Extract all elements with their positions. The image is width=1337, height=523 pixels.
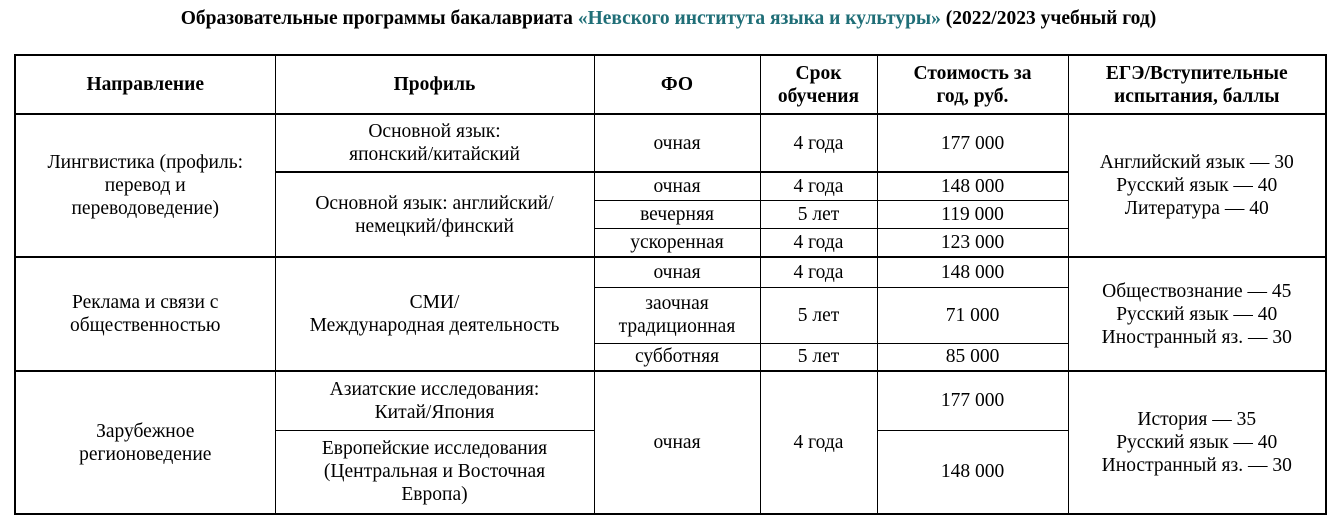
form-cell: очная xyxy=(594,371,760,514)
table-row xyxy=(15,257,1326,287)
header-profile: Профиль xyxy=(275,55,594,114)
direction-linguistics: Лингвистика (профиль: перевод и переводоведение) xyxy=(15,114,275,257)
cost-cell: 123 000 xyxy=(877,228,1068,257)
duration-cell: 5 лет xyxy=(760,200,877,228)
cost-cell: 177 000 xyxy=(877,371,1068,430)
form-cell: ускоренная xyxy=(594,228,760,257)
form-cell: очная xyxy=(594,172,760,200)
cost-cell: 177 000 xyxy=(877,114,1068,172)
form-cell: субботняя xyxy=(594,343,760,371)
duration-cell: 4 года xyxy=(760,257,877,287)
form-cell: очная xyxy=(594,114,760,172)
header-exams: ЕГЭ/Вступительные испытания, баллы xyxy=(1068,55,1326,114)
cost-cell: 148 000 xyxy=(877,257,1068,287)
cost-cell: 71 000 xyxy=(877,287,1068,343)
duration-cell: 5 лет xyxy=(760,287,877,343)
table-row xyxy=(15,371,1326,430)
title-suffix: (2022/2023 учебный год) xyxy=(940,8,1157,29)
exams-advertising: Обществознание — 45 Русский язык — 40 Иностранный яз. — 30 xyxy=(1068,257,1326,371)
title-prefix: Образовательные программы бакалавриата xyxy=(180,8,578,29)
cost-cell: 148 000 xyxy=(877,430,1068,514)
profile-cell: Азиатские исследования: Китай/Япония xyxy=(275,371,594,430)
form-cell: очная xyxy=(594,257,760,287)
profile-cell: Европейские исследования (Центральная и Восточная Европа) xyxy=(275,430,594,514)
duration-cell: 5 лет xyxy=(760,343,877,371)
page-title xyxy=(0,8,1337,30)
profile-cell: Основной язык: английский/ немецкий/финский xyxy=(275,172,594,257)
programs-table xyxy=(14,54,1327,515)
cost-cell: 85 000 xyxy=(877,343,1068,371)
header-form: ФО xyxy=(594,55,760,114)
table-row xyxy=(15,114,1326,172)
duration-cell: 4 года xyxy=(760,172,877,200)
header-row xyxy=(15,55,1326,114)
institute-name: «Невского института языка и культуры» xyxy=(577,8,941,29)
cost-cell: 119 000 xyxy=(877,200,1068,228)
direction-regional: Зарубежное регионоведение xyxy=(15,371,275,514)
duration-cell: 4 года xyxy=(760,114,877,172)
profile-cell: СМИ/ Международная деятельность xyxy=(275,257,594,371)
direction-advertising: Реклама и связи с общественностью xyxy=(15,257,275,371)
form-cell: вечерняя xyxy=(594,200,760,228)
header-direction: Направление xyxy=(15,55,275,114)
exams-regional: История — 35 Русский язык — 40 Иностранный яз. — 30 xyxy=(1068,371,1326,514)
exams-linguistics: Английский язык — 30 Русский язык — 40 Литература — 40 xyxy=(1068,114,1326,257)
duration-cell: 4 года xyxy=(760,371,877,514)
header-duration: Срок обучения xyxy=(760,55,877,114)
header-cost: Стоимость за год, руб. xyxy=(877,55,1068,114)
form-cell: заочная традиционная xyxy=(594,287,760,343)
duration-cell: 4 года xyxy=(760,228,877,257)
profile-cell: Основной язык: японский/китайский xyxy=(275,114,594,172)
cost-cell: 148 000 xyxy=(877,172,1068,200)
